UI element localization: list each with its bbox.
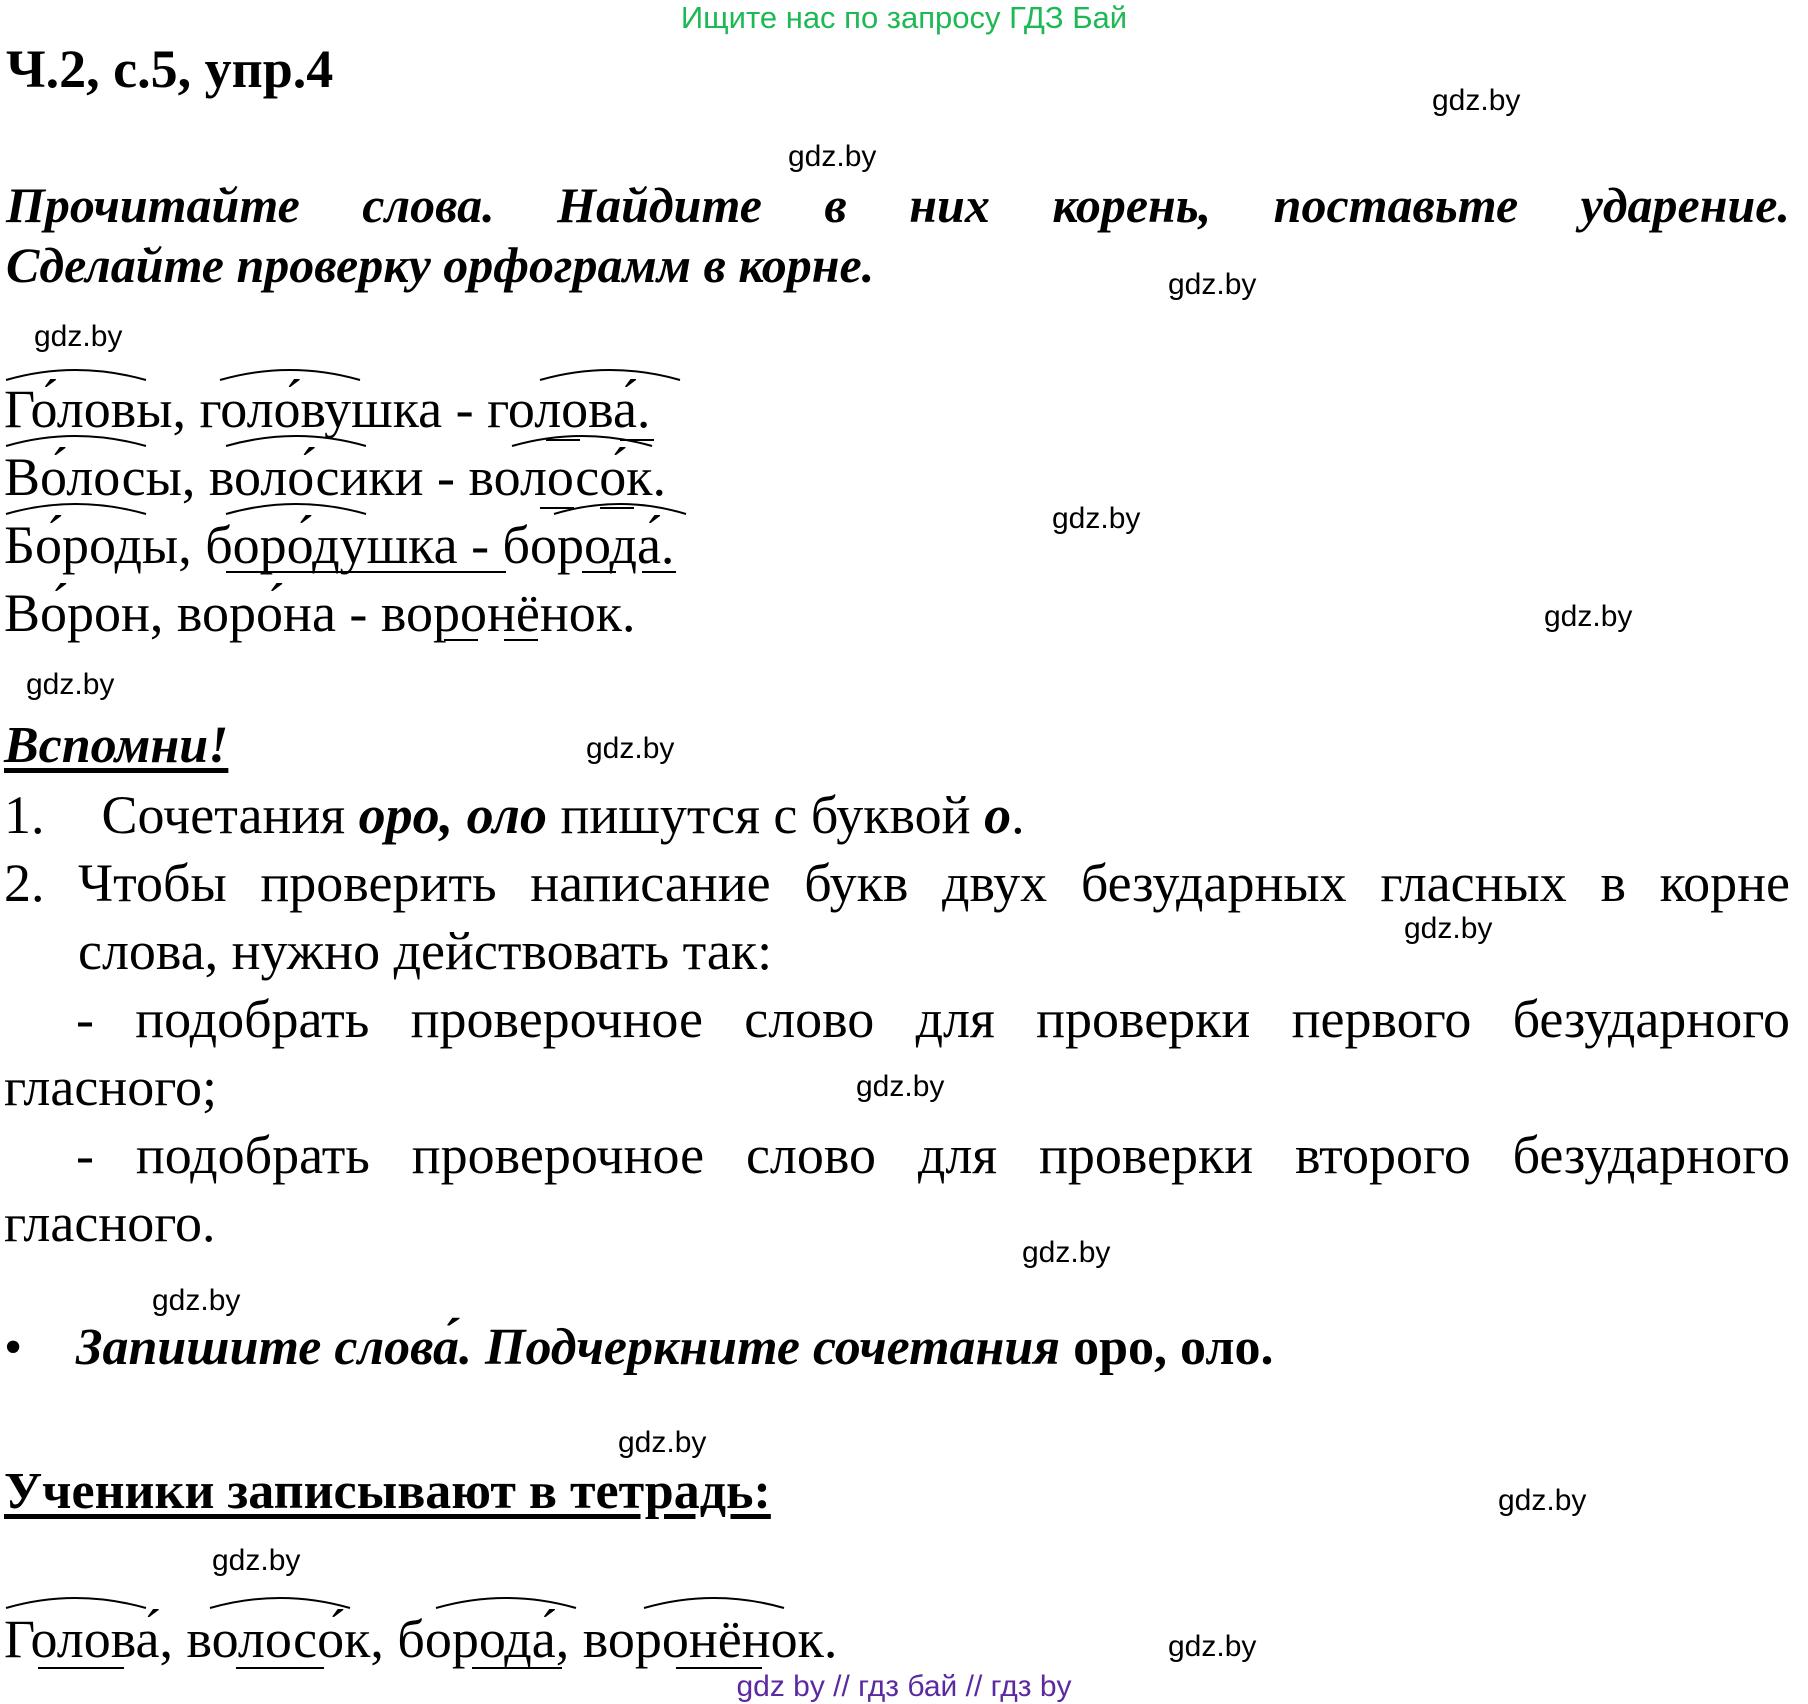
watermark: gdz.by	[586, 732, 675, 765]
watermark: gdz.by	[34, 320, 123, 353]
step-1-line-2: гласного;	[4, 1057, 217, 1117]
step-1-line-1: - подобрать проверочное слово для проверки первого безударного	[76, 989, 1790, 1049]
watermark: gdz.by	[788, 140, 877, 173]
watermark: gdz.by	[1168, 268, 1257, 301]
remember-heading: Вспомни!	[4, 717, 229, 774]
rule-1-text-c: пишутся с буквой	[546, 785, 985, 845]
task-line	[76, 1318, 1274, 1377]
word-row-1: Го́ловы, голо́вушка - голова́.	[4, 379, 651, 439]
step-2-line-2: гласного.	[4, 1193, 216, 1253]
answer-line: Голова́, волосо́к, борода́, воронёнок.	[4, 1609, 838, 1669]
watermark: gdz.by	[856, 1070, 945, 1103]
step-2-line-1: - подобрать проверочное слово для проверки второго безударного	[76, 1125, 1790, 1185]
root-arc	[6, 1598, 146, 1608]
rule-1-combo: оро, оло	[358, 785, 547, 845]
root-arc	[210, 1598, 350, 1608]
top-banner: Ищите нас по запросу ГДЗ Бай	[680, 0, 1128, 35]
rule-1-letter: о	[984, 785, 1012, 845]
instruction-line-2: Сделайте проверку орфограмм в корне.	[6, 237, 875, 293]
rule-2-number: 2.	[4, 853, 45, 913]
root-arc	[644, 1598, 784, 1608]
word-row-4: Во́рон, воро́на - воронёнок.	[4, 583, 636, 643]
watermark: gdz.by	[1052, 502, 1141, 535]
footer: gdz by // гдз бай // гдз by	[736, 1670, 1072, 1703]
rule-1	[4, 784, 1025, 846]
page-title: Ч.2, с.5, упр.4	[6, 39, 334, 99]
word-row-2: Во́лосы, воло́сики - волосо́к.	[4, 447, 666, 507]
rule-1-text-a: Сочетания	[101, 785, 359, 845]
watermark: gdz.by	[212, 1544, 301, 1577]
instruction-line-1: Прочитайте слова. Найдите в них корень, поставьте ударение.	[6, 177, 1790, 233]
watermark: gdz.by	[1432, 84, 1521, 117]
watermark: gdz.by	[26, 668, 115, 701]
word-row-3: Бо́роды, боро́душка - борода́.	[4, 515, 675, 575]
watermark: gdz.by	[1544, 600, 1633, 633]
watermark: gdz.by	[1498, 1484, 1587, 1517]
watermark: gdz.by	[1022, 1236, 1111, 1269]
watermark: gdz.by	[1168, 1630, 1257, 1663]
rule-2-line-1: Чтобы проверить написание букв двух безударных гласных в корне	[78, 853, 1790, 913]
task-bold: оро, оло.	[1073, 1319, 1274, 1376]
watermark: gdz.by	[618, 1426, 707, 1459]
rule-2-line-2: слова, нужно действовать так:	[78, 921, 773, 981]
rule-1-period: .	[1011, 785, 1025, 845]
watermark: gdz.by	[1404, 912, 1493, 945]
root-arc	[436, 1598, 576, 1608]
task-italic: Запишите слова́. Подчеркните сочетания	[76, 1319, 1074, 1376]
rule-1-number: 1.	[4, 785, 45, 845]
bullet: •	[4, 1319, 23, 1376]
students-heading: Ученики записывают в тетрадь:	[4, 1463, 771, 1520]
watermark: gdz.by	[152, 1284, 241, 1317]
